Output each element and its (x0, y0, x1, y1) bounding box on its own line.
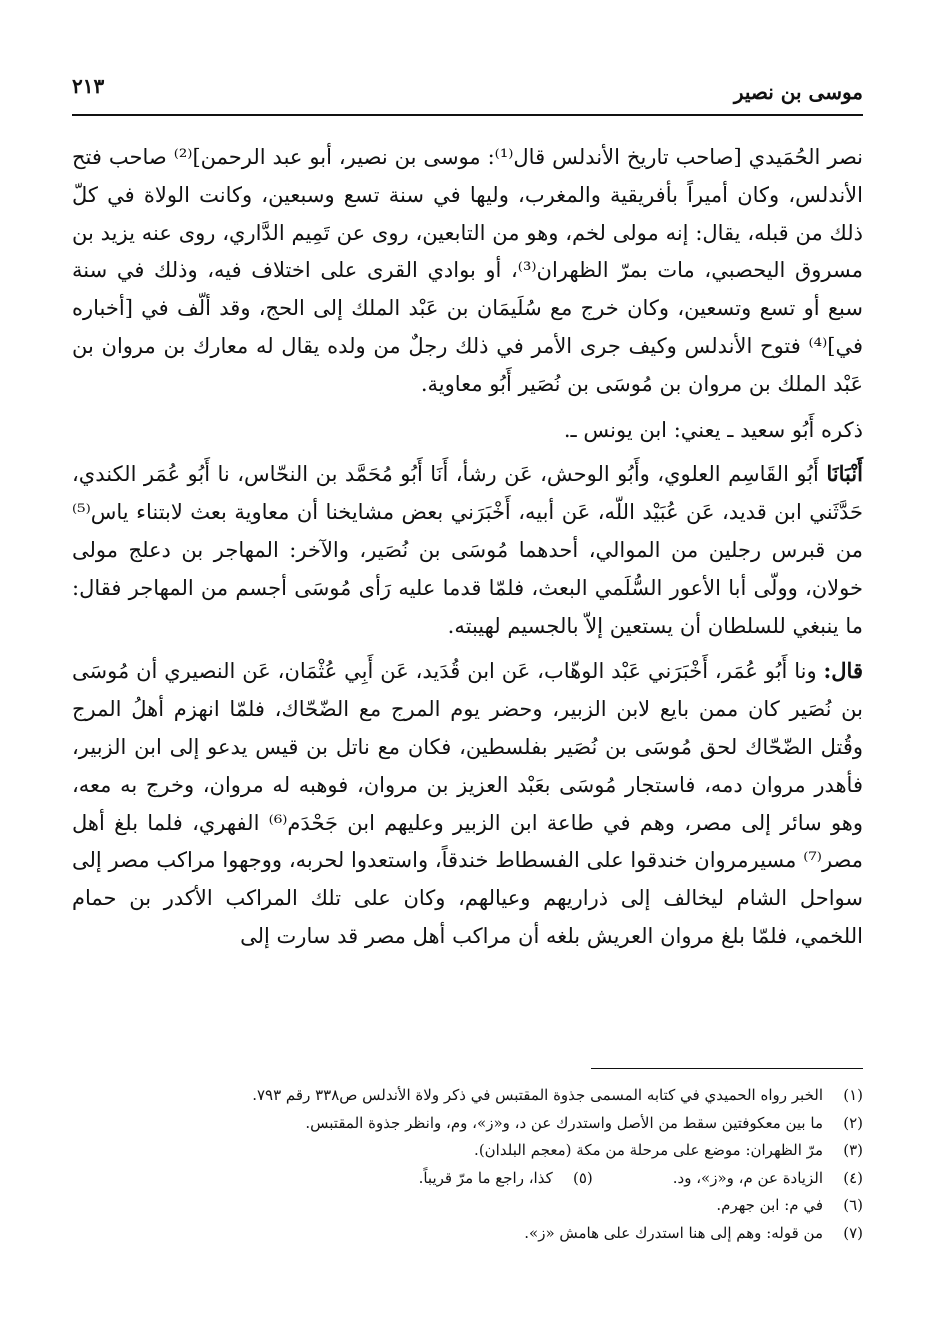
page-number: ٢١٣ (72, 74, 105, 98)
footnote-text: من قوله: وهم إلى هنا استدرك على هامش «ز». (524, 1223, 823, 1242)
footnote (72, 1220, 863, 1248)
paragraph-text: أَبُو القَاسِم العلوي، وأَبُو الوحش، عَن رشأ، أَنَا أَبُو مُحَمَّد بن النحّاس، نا أَبُو عُمَر الكندي، حَدَّثَني ابن قديد، عَن عُبَيْد اللّه، عَن أبيه، أَخْبَرَني بعض مشايخنا أن معاوية بعث لابتناء ياس⁽⁵⁾ من قبرس رجلين من الموالي، أحدهما مُوسَى بن نُصَير، والآخر: المهاجر بن دعلج مولى خولان، وولّى أبا الأعور السُّلَمي البعث، فلمّا قدما عليه رَأى مُوسَى أجسم من المهاجر فقال: ما ينبغي للسلطان أن يستعين إلاّ بالجسيم لهيبته. (72, 462, 863, 638)
paragraph-text: نصر الحُمَيدي [صاحب تاريخ الأندلس قال⁽¹⁾: موسى بن نصير، أبو عبد الرحمن]⁽²⁾ صاحب فتح الأندلس، وكان أميراً بأفريقية والمغرب، وليها في سنة تسع وسبعين، وكانت الولاة في كلّ ذلك من قبله، يقال: إنه مولى لخم، وهو من التابعين، روى عن تَمِيم الدَّاري، روى عنه يزيد بن مسروق اليحصبي، مات بمرّ الظهران⁽³⁾، أو بوادي القرى على اختلاف فيه، وذلك في سنة سبع أو تسع وتسعين، وكان خرج مع سُلَيمَان بن عَبْد الملك إلى الحج، وقد ألّف في [أخباره في]⁽⁴⁾ فتوح الأندلس وكيف جرى الأمر في ذلك رجلٌ من ولده يقال له معارك بن مروان بن عَبْد الملك بن مروان بن مُوسَى بن نُصَير أَبُو معاوية. (72, 145, 864, 396)
paragraph (72, 652, 863, 955)
paragraph-text: ونا أَبُو عُمَر، أَخْبَرَني عَبْد الوهّاب، عَن ابن قُدَيد، عَن أَبِي عُثْمَان، عَن النصيري أن مُوسَى بن نُصَير كان ممن بايع لابن الزبير، وحضر يوم المرج مع الضّحّاك، فلمّا انهزم أهلُ المرج وقُتل الضّحّاك لحق مُوسَى بن نُصَير بفلسطين، فكان مع ناتل بن قيس يدعو إلى ابن الزبير، فأهدر مروان دمه، فاستجار مُوسَى بعَبْد العزيز بن مروان، فوهبه له مروان، وخرج به معه، وهو سائر إلى مصر، وهم في طاعة ابن الزبير وعليهم ابن جَحْدَم⁽⁶⁾ الفهري، فلما بلغ أهل مصر⁽⁷⁾ مسيرمروان خندقوا على الفسطاط خندقاً، واستعدوا لحربه، ووجهوا مراكب مصر إلى سواحل الشام ليخالف إلى ذراريهم وعيالهم، وكان على تلك المراكب الأكدر بن حمام اللخمي، فلمّا بلغ مروان العريش بلغه أن مراكب أهل مصر قد سارت إلى (72, 659, 864, 948)
footnote-text: الزيادة عن م، و«ز»، ود. (672, 1168, 823, 1187)
footnote-number: (٤) (843, 1168, 863, 1187)
footnote-number: (١) (843, 1086, 863, 1104)
running-header (72, 68, 863, 108)
paragraph-lead: قال: (823, 658, 863, 684)
paragraph-text: ذكره أَبُو سعيد ـ يعني: ابن يونس ـ. (563, 417, 863, 442)
footnote-text: ما بين معكوفتين سقط من الأصل واستدرك عن د، و«ز»، وم، وانظر جذوة المقتبس. (305, 1113, 823, 1132)
footnotes (72, 1082, 863, 1247)
paragraph (72, 138, 863, 404)
footnote-number: (٢) (843, 1113, 863, 1132)
header-rule (72, 114, 863, 116)
footnote-number: (٥) (572, 1168, 593, 1187)
paragraph (72, 411, 863, 450)
footnote-text: مرّ الظهران: موضع على مرحلة من مكة (معجم البلدان). (474, 1141, 823, 1159)
footnote-text: الخبر رواه الحميدي في كتابه المسمى جذوة المقتبس في ذكر ولاة الأندلس ص٣٣٨ رقم ٧٩٣. (252, 1086, 823, 1104)
footnote-number: (٧) (843, 1223, 863, 1242)
footnote (72, 1165, 863, 1193)
footnote-text: في م: ابن جهرم. (716, 1196, 823, 1214)
footnote-rule (591, 1068, 863, 1069)
paragraph-lead: أَنْبَانَا (826, 461, 863, 487)
footnote (72, 1110, 863, 1138)
footnote (72, 1192, 863, 1220)
footnote (72, 1082, 863, 1110)
footnote-number: (٣) (843, 1141, 863, 1159)
footnote-number: (٦) (843, 1196, 863, 1214)
paragraph (72, 455, 863, 645)
running-title: موسى بن نصير (733, 80, 863, 104)
main-text (72, 138, 863, 963)
footnote (72, 1137, 863, 1165)
footnote-text: كذا، راجع ما مرّ قريباً. (418, 1168, 553, 1187)
